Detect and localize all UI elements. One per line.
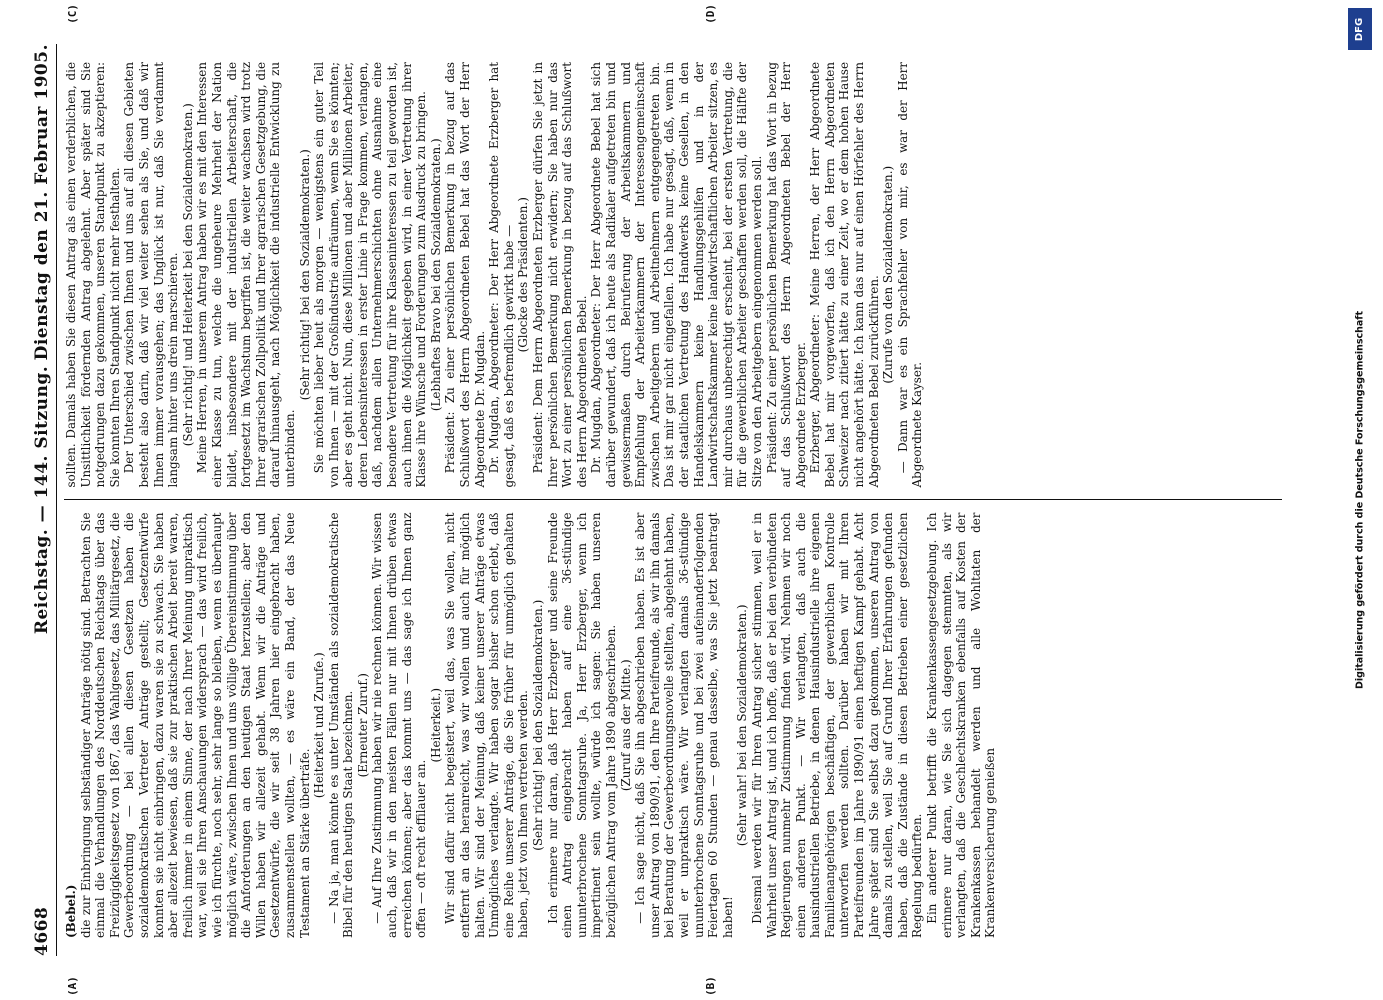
paragraph: — Dann war es ein Sprachfehler von mir, es war der Herr Abgeordnete Kayser.: [895, 62, 925, 488]
paragraph: Diesmal werden wir für Ihren Antrag sicher stimmen, weil er in Wahrheit unser Antrag ist, und ich hoffe, daß er bei den verbündeten Regierungen nunmehr Zustimmung finden wird. Nehmen wir noch einen anderen Punkt. — Wir verlangten, daß auch die hausindustriellen Betriebe, in denen Hausindustrielle ihre eigenen Familienangehörigen beschäftigen, der gewerblichen Kontrolle unterworfen werden sollten. Darüber haben wir mit Ihren Parteifreunden im Jahre 1890/91 einen heftigen Kampf gehabt. Acht Jahre später sind Sie selbst dazu gekommen, unseren Antrag von damals zu stellen, weil Sie auf Grund Ihrer Erfahrungen gefunden haben, daß die Zustände in diesen Betrieben einer gesetzlichen Regelung bedürften.: [749, 512, 925, 938]
paragraph: Meine Herren, in unserem Antrag haben wir es mit den Interessen einer Klasse zu tun, welche die ungeheure Mehrheit der Nation bildet, insbesondere mit der industriellen Arbeiterschaft, die fortgesetzt im Wachstum begriffen ist, die weiter wachsen wird trotz Ihrer agrarischen Zollpolitik und Ihrer agrarischen Gesetzgebung, die darauf hinausgeht, nach Möglichkeit die industrielle Entwicklung zu unterbinden.: [195, 62, 297, 488]
speaker-label: (Bebel.): [64, 884, 78, 938]
funding-notice: Digitalisierung gefördert durch die Deutsche Forschungsgemeinschaft: [1354, 311, 1366, 689]
interjection: (Sehr richtig! bei den Sozialdemokraten.): [297, 149, 312, 401]
margin-marker-c: (C): [66, 4, 79, 24]
interjection: (Sehr richtig! und Heiterkeit bei den Sozialdemokraten.): [180, 103, 195, 447]
paragraph: Präsident: Zu einer persönlichen Bemerkung in bezug auf das Schlußwort des Herrn Abgeordneten Bebel hat das Wort der Herr Abgeordnete Dr. Mugdan.: [443, 62, 487, 488]
paragraph: Ein anderer Punkt betrifft die Krankenkassengesetzgebung. Ich erinnere nur daran, wie Sie sich dagegen stemmten, als wir verlangten, daß die Geschlechtskranken ebenfalls auf Kosten der Krankenkassen behandelt werden und alle Wohltaten der Krankenversicherung genießen: [925, 512, 998, 938]
paragraph: Sie möchten lieber heut als morgen — wenigstens ein guter Teil von Ihnen — mit der Großindustrie aufräumen, wenn Sie es könnten; aber es geht nicht. Nun, diese Millionen und aber Millionen Arbeiter, deren Lebensinteressen in erster Linie in Frage kommen, verlangen, daß, nachdem allen Unternehmerschichten ohne Ausnahme eine besondere Vertretung für ihre Klasseninteressen zu teil geworden ist, auch ihnen die Möglichkeit gegeben wird, in einer Vertretung ihrer Klasse ihre Wünsche und Forderungen zum Ausdruck zu bringen.: [312, 62, 429, 488]
interjection: (Sehr richtig! bei den Sozialdemokraten.): [531, 599, 545, 851]
interjection: (Lebhaftes Bravo bei den Sozialdemokraten.): [428, 138, 443, 412]
paragraph: — Auf Ihre Zustimmung haben wir nie rechnen können. Wir wissen auch, daß wir in den meisten Fällen nur mit Ihnen drüben etwas erreichen können; aber das kommt uns — das sage ich Ihnen ganz offen — oft recht effilauer an.: [370, 512, 429, 938]
paragraph: — Ich sage nicht, daß Sie ihn abgeschrieben haben. Es ist aber unser Antrag von 1890/91, den Ihre Parteifreunde, als wir ihn damals bei Beratung der Gewerbeordnungsnovelle stellten, abgelehnt haben, weil er unpraktisch wäre. Wir verlangten damals 36-stündige ununterbrochene Sonntagsruhe und bei zwei aufeinanderfolgenden Feiertagen 60 Stunden — genau dasselbe, was Sie jetzt beantragt haben!: [633, 512, 735, 938]
left-column: [64, 500, 1282, 996]
interjection: (Erneuter Zuruf.): [355, 673, 370, 778]
page-number: 4668: [32, 906, 52, 956]
paragraph: sollten. Damals haben Sie diesen Antrag als einen verderblichen, die Unsittlichkeit fördernden Antrag abgelehnt. Aber später sind Sie notgedrungen dazu gekommen, unseren Standpunkt zu akzeptieren: Sie konnten Ihren Standpunkt nicht mehr festhalten.: [64, 62, 122, 488]
header-session: Reichstag. — 144. Sitzung.: [32, 365, 52, 635]
margin-marker-d: (D): [704, 4, 717, 24]
interjection: (Sehr wahr! bei den Sozialdemokraten.): [735, 604, 750, 847]
paragraph: Erzberger, Abgeordneter: Meine Herren, der Herr Abgeordnete Bebel hat mir vorgeworfen, daß ich den Herrn Abgeordneten Schweizer nach zitiert hätte zu einer Zeit, wo er dem hohen Hause nicht angehört hätte. Ich kann das nur auf einen Hörfehler des Herrn Abgeordneten Bebel zurückführen.: [808, 62, 881, 488]
paragraph: Präsident: Dem Herrn Abgeordneten Erzberger dürfen Sie jetzt in Ihrer persönlichen Bemerkung nicht erwidern; Sie haben nur das Wort zu einer persönlichen Bemerkung in bezug auf das Schlußwort des Herrn Abgeordneten Bebel.: [531, 62, 589, 488]
interjection: (Glocke des Präsidenten.): [516, 197, 531, 353]
header-date: Dienstag den 21. Februar 1905.: [32, 44, 52, 361]
paragraph: Dr. Mugdan, Abgeordneter: Der Herr Abgeordnete Bebel hat sich darüber gewundert, daß ich heute als Radikaler aufgetreten bin und gewissermaßen durch Beiruferung der Arbeitskammern und Empfehlung der Arbeiterkammern der Interessengemeinschaft zwischen Arbeitgebern und Arbeitnehmern entgegengetreten bin. Das ist mir gar nicht eingefallen. Ich habe nur gesagt, daß, wenn in der staatlichen Vertretung des Handwerks keine Gesellen, in den Handelskammern keine Handlungsgehilfen und in der Landwirtschaftskammer keine landwirtschaftlichen Arbeiter sitzen, es mir durchaus unberechtigt erscheint, bei der ersten Vertretung, die für die gewerblichen Arbeiter geschaffen werden soll, die Hälfte der Sitze von den Arbeitgebern eingenommen werden soll.: [589, 62, 764, 488]
dfg-logo: DFG: [1348, 8, 1372, 50]
margin-marker-a: (A): [66, 976, 79, 996]
paragraph: Ich erinnere nur daran, daß Herr Erzberger und seine Freunde einen Antrag eingebracht haben auf eine 36-stündige ununterbrochene Sonntagsruhe. Ja, Herr Erzberger, wenn ich impertinent sein wollte, würde ich sagen: Sie haben unseren bezüglichen Antrag vom Jahre 1890 abgeschrieben.: [545, 512, 618, 938]
page-header: [30, 44, 57, 956]
paragraph: Präsident: Zu einer persönlichen Bemerkung hat das Wort in bezug auf das Schlußwort des Herrn Abgeordneten Bebel der Herr Abgeordnete Erzberger.: [764, 62, 808, 488]
interjection: (Zurufe von den Sozialdemokraten.): [881, 165, 896, 384]
paragraph: Wir sind dafür nicht begeistert, weil das, was Sie wollen, nicht entfernt an das heranreicht, was wir wollen und auch für möglich halten. Wir sind der Meinung, daß keiner unserer Anträge etwas Unmögliches verlangte. Wir haben sogar bisher schon erlebt, daß eine Reihe unserer Anträge, die Sie früher für unmöglich gehalten haben, jetzt von Ihnen vertreten werden.: [443, 512, 531, 938]
paragraph: Dr. Mugdan, Abgeordneter: Der Herr Abgeordnete Erzberger hat gesagt, daß es befremdlich gewirkt habe —: [487, 62, 516, 488]
dfg-watermark: [1338, 0, 1383, 1000]
interjection: (Zuruf aus der Mitte.): [618, 659, 633, 792]
right-column: [64, 4, 1282, 500]
interjection: (Heiterkeit und Zurufe.): [312, 652, 327, 799]
paragraph: Der Unterschied zwischen Ihnen und uns auf all diesen Gebieten besteht also darin, daß wir viel weiter sehen als Sie, und daß wir Ihnen immer vorausgehen; das Unglück ist nur, daß Sie verdammt langsam hinter uns drein marschieren.: [122, 62, 181, 488]
paragraph: — Na ja, man könnte es unter Umständen als sozialdemokratische Bibel für den heutigen Staat bezeichnen.: [326, 512, 356, 938]
interjection: (Heiterkeit.): [428, 687, 443, 763]
margin-marker-b: (B): [704, 976, 717, 996]
text-columns: [64, 4, 1282, 996]
paragraph: die zur Einbringung selbständiger Anträge nötig sind. Betrachten Sie einmal die Verhandlungen des Norddeutschen Reichstags über das Freizügigkeitsgesetz von 1867, das Wahlgesetz, das Militärgesetz, die Gewerbeordnung — bei allen diesen Gesetzen haben die sozialdemokratischen Vertreter Anträge gestellt; Gesetzentwürfe konnten sie nicht einbringen, dazu waren sie zu schwach. Sie haben aber allezeit bewiesen, daß sie zur praktischen Arbeit bereit waren, freilich immer in einem Sinne, der nach Ihrer Meinung unpraktisch war, weil sie Ihren Anschauungen widersprach — das wird freilich, wie ich fürchte, noch sehr, sehr lange so bleiben, wenn es überhaupt möglich wäre, zwischen Ihnen und uns völlige Übereinstimmung über die Anforderungen an den heutigen Staat herzustellen; aber den Willen haben wir allezeit gehabt. Wenn wir die Anträge und Gesetzentwürfe, die wir seit 38 Jahren hier eingebracht haben, zusammenstellen wollten, — es wäre ein Band, der das Neue Testament an Stärke überträfe.: [78, 512, 312, 938]
